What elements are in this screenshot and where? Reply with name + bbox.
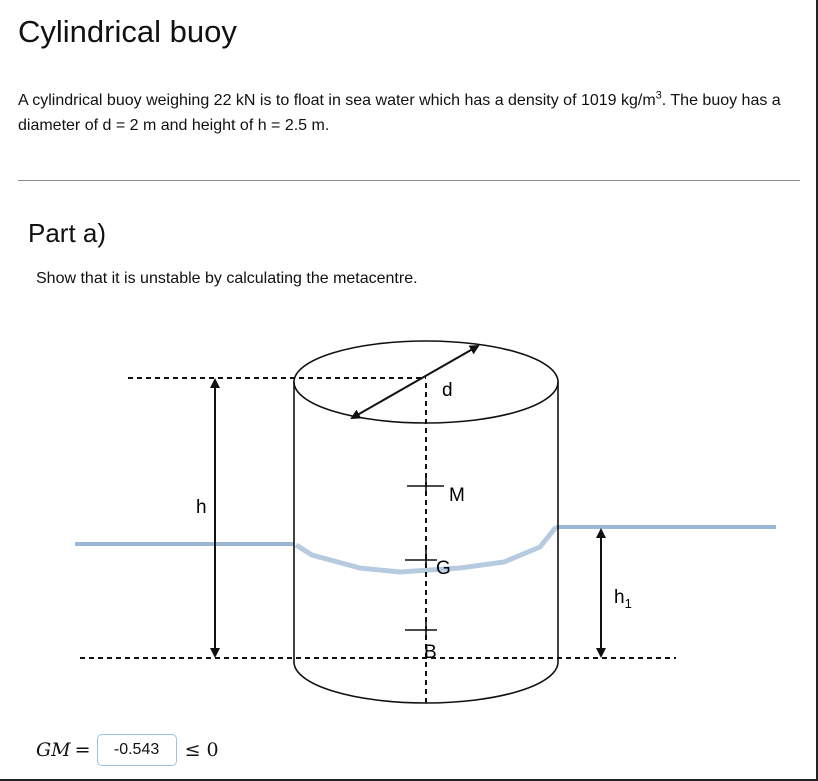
- answer-label: GM: [36, 739, 71, 761]
- problem-statement: [18, 88, 798, 138]
- metacentre-label: M: [449, 485, 465, 506]
- problem-text-part-1: A cylindrical buoy weighing 22 kN is to float in sea water which has a density of 1019 kg/m: [18, 92, 656, 109]
- answer-relation: ≤: [184, 739, 201, 761]
- part-a-title: Part a): [28, 218, 107, 248]
- part-a-prompt: Show that it is unstable by calculating the metacentre.: [36, 270, 418, 287]
- problem-superscript: 3: [655, 89, 662, 102]
- answer-input[interactable]: -0.543: [97, 734, 177, 766]
- draft-label-base: h: [614, 587, 625, 608]
- centre-of-gravity-label: G: [436, 558, 451, 579]
- centre-of-buoyancy-label: B: [424, 642, 437, 663]
- problem-text-part-2: . The buoy has a diameter of d = 2 m and height of h = 2.5 m.: [18, 92, 781, 134]
- buoy-diagram: [0, 320, 818, 720]
- section-divider: [18, 180, 800, 181]
- diameter-label: d: [442, 380, 453, 401]
- page-title: Cylindrical buoy: [18, 14, 237, 49]
- draft-label-subscript: 1: [624, 596, 632, 611]
- draft-label: [614, 587, 632, 611]
- answer-row: [36, 732, 219, 768]
- answer-bound: 0: [206, 739, 219, 761]
- diameter-arrow: [352, 346, 478, 418]
- answer-equals: =: [74, 739, 91, 761]
- height-label: h: [196, 497, 207, 518]
